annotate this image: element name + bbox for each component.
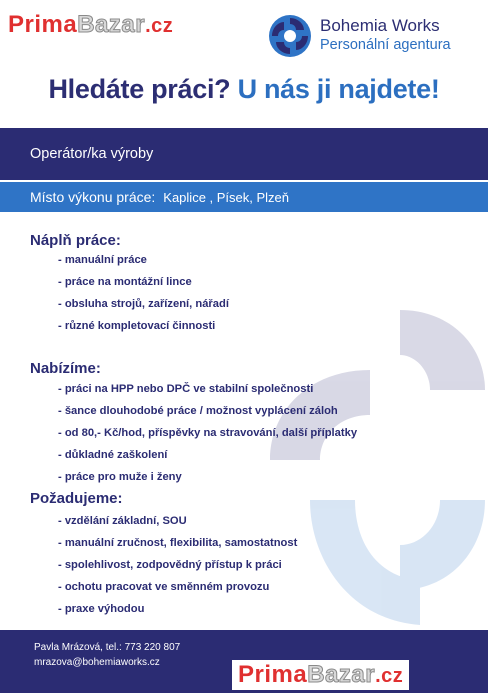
brand-tagline: Personální agentura	[320, 37, 451, 53]
list-item: - důkladné zaškolení	[58, 449, 168, 461]
contact-email[interactable]: mrazova@bohemiaworks.cz	[34, 657, 160, 668]
list-item: - práce na montážní lince	[58, 276, 192, 288]
list-item: - od 80,- Kč/hod, příspěvky na stravování, další příplatky	[58, 427, 358, 439]
list-item: - spolehlivost, zodpovědný přístup k práci	[58, 559, 282, 571]
list-item: - práci na HPP nebo DPČ ve stabilní společnosti	[58, 383, 314, 395]
list-item: - ochotu pracovat ve směnném provozu	[58, 581, 270, 593]
headline	[0, 74, 488, 105]
place-value: Kaplice , Písek, Plzeň	[163, 190, 290, 205]
bohemia-works-logo-icon	[268, 14, 312, 58]
headline-question: Hledáte práci?	[48, 74, 231, 104]
watermark-bazar: Bazar	[77, 11, 146, 38]
section-napln-title: Náplň práce:	[30, 232, 121, 249]
primabazar-watermark-bottom[interactable]	[232, 660, 409, 690]
primabazar-watermark[interactable]	[2, 10, 179, 41]
place-label: Místo výkonu práce:	[30, 189, 156, 205]
watermark-bazar: Bazar	[307, 661, 376, 688]
list-item: - vzdělání základní, SOU	[58, 515, 187, 527]
watermark-prima: Prima	[238, 661, 308, 688]
list-item: - šance dlouhodobé práce / možnost vyplácení záloh	[58, 405, 338, 417]
place-line	[30, 189, 289, 205]
headline-answer: U nás ji najdete!	[237, 74, 440, 104]
list-item: - práce pro muže i ženy	[58, 471, 182, 483]
position-title: Operátor/ka výroby	[30, 146, 154, 162]
list-item: - různé kompletovací činnosti	[58, 320, 216, 332]
brand-block	[320, 16, 451, 54]
list-item: - manuální zručnost, flexibilita, samostatnost	[58, 537, 298, 549]
section-napln-list	[58, 249, 229, 337]
section-pozadujeme-list	[58, 510, 297, 620]
watermark-tld: .cz	[375, 665, 404, 687]
watermark-prima: Prima	[8, 11, 78, 38]
section-nabizime-list	[58, 378, 357, 488]
brand-name: Bohemia Works	[320, 16, 440, 35]
watermark-tld: .cz	[145, 15, 174, 37]
section-nabizime-title: Nabízíme:	[30, 360, 101, 377]
contact-phone: Pavla Mrázová, tel.: 773 220 807	[34, 642, 181, 653]
list-item: - obsluha strojů, zařízení, nářadí	[58, 298, 229, 310]
list-item: - manuální práce	[58, 254, 147, 266]
section-pozadujeme-title: Požadujeme:	[30, 490, 123, 507]
list-item: - praxe výhodou	[58, 603, 145, 615]
